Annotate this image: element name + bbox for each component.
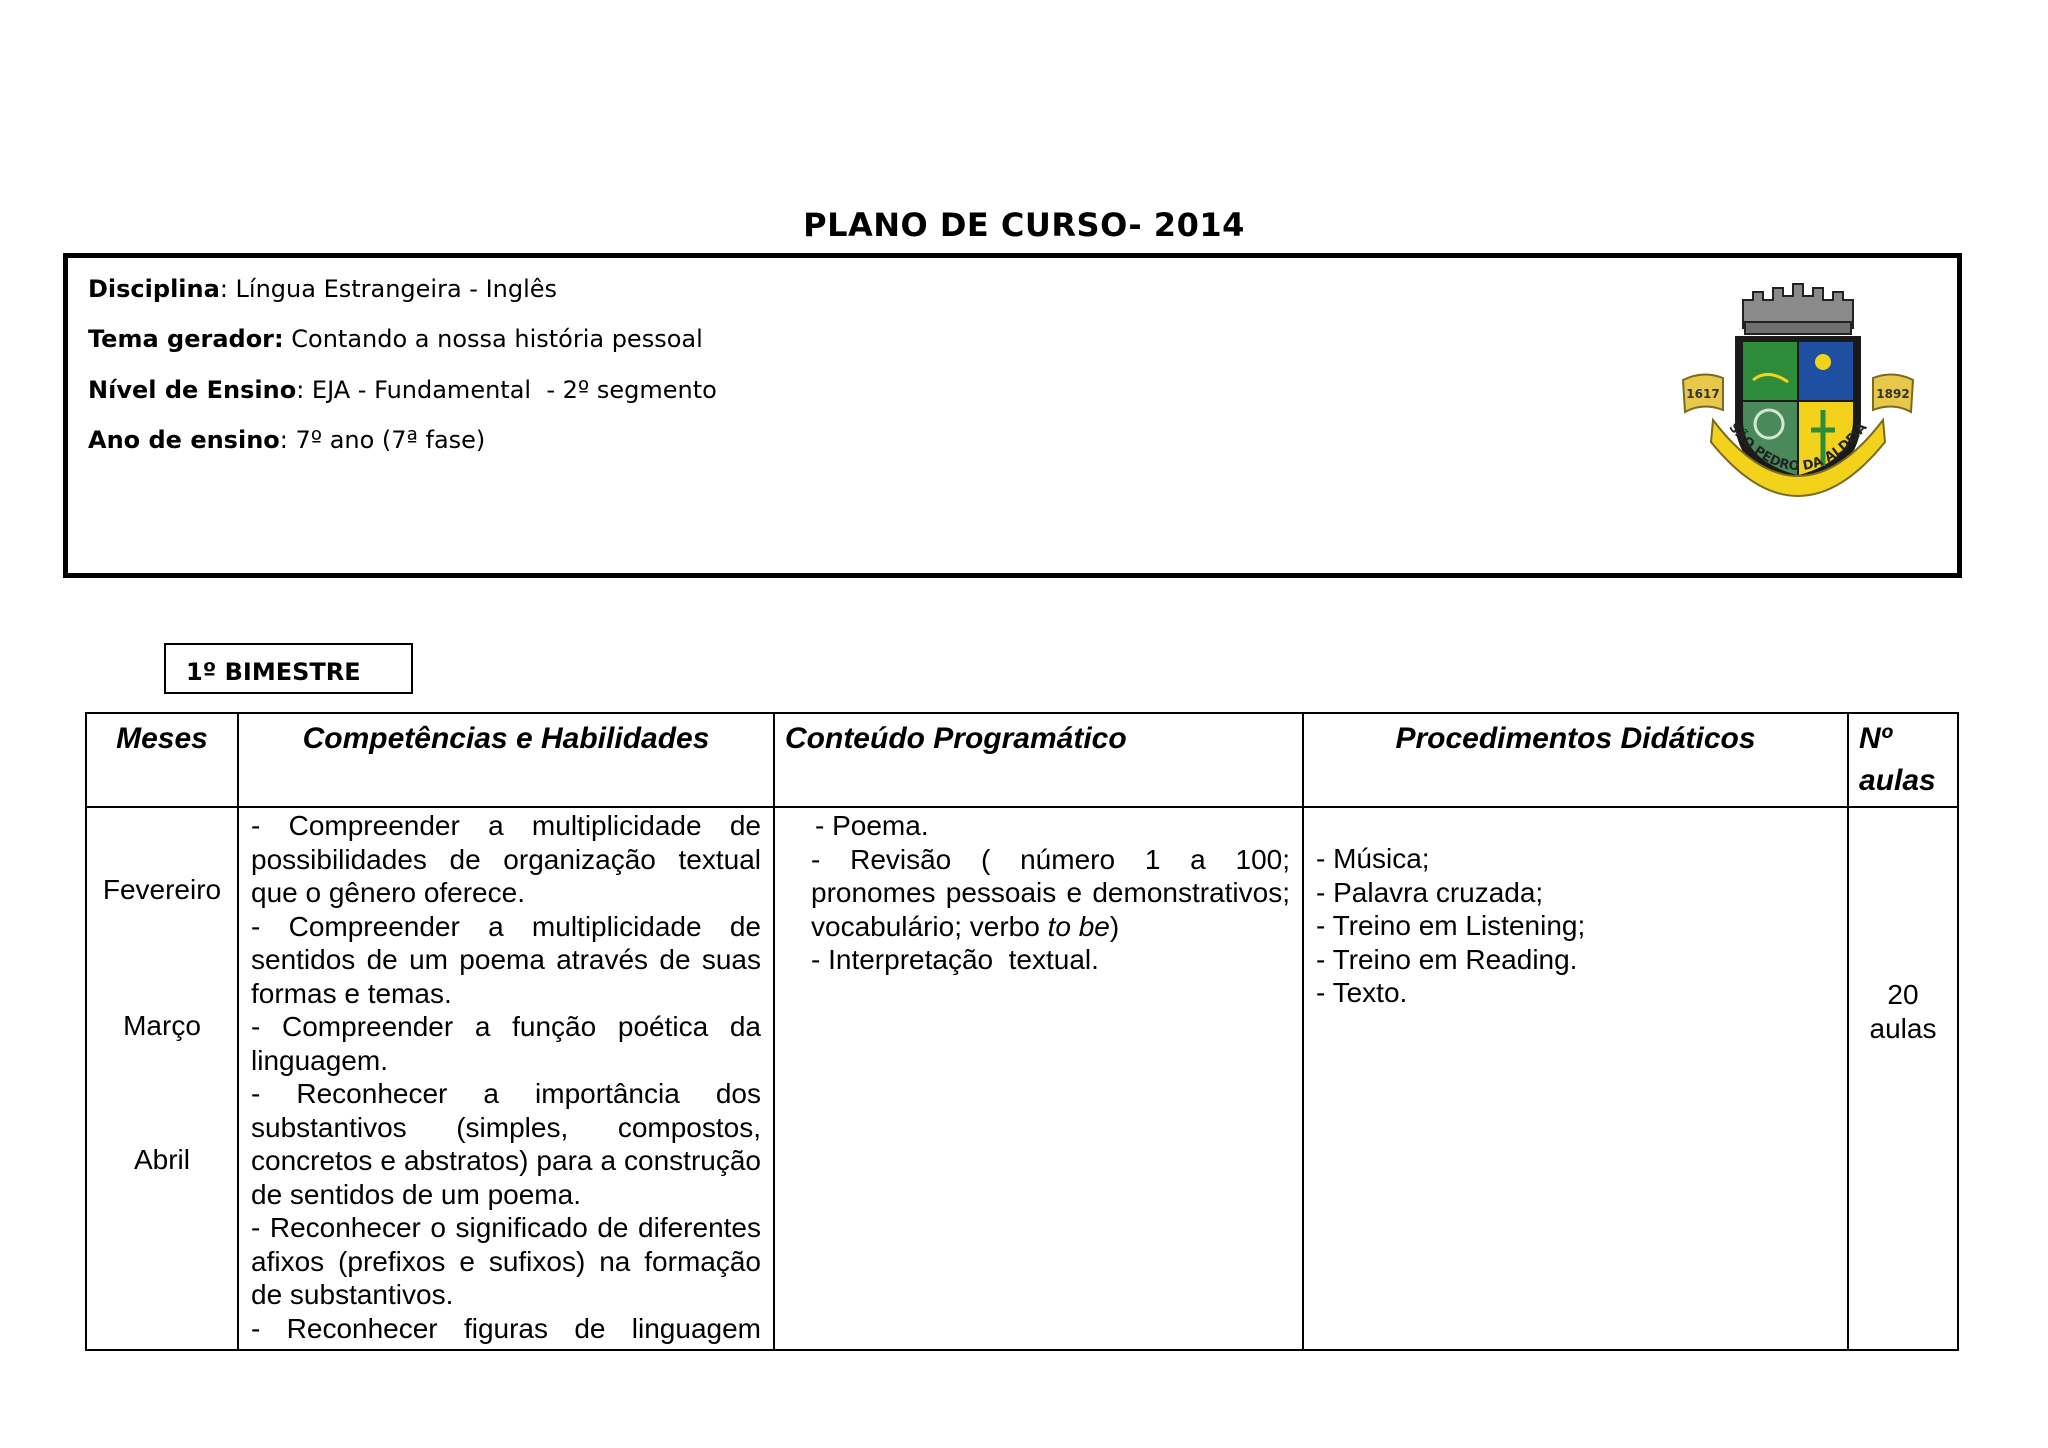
document-title: PLANO DE CURSO- 2014 — [803, 206, 1245, 244]
competencia-item: - Compreender a função poética da linguagem. — [251, 1011, 761, 1076]
course-info-box — [63, 253, 1962, 578]
aulas-cell — [1848, 807, 1958, 1350]
competencia-item: - Reconhecer figuras de linguagem — [251, 1312, 761, 1344]
competencias-cell — [238, 807, 774, 1350]
conteudo-item: - Interpretação textual. — [811, 944, 1099, 975]
month-marco: Março — [123, 1010, 201, 1041]
procedimento-item: - Treino em Listening; — [1316, 910, 1586, 941]
aulas-word: aulas — [1869, 1013, 1937, 1044]
header-procedimentos: Procedimentos Didáticos — [1303, 713, 1848, 807]
procedimento-item: - Música; — [1316, 843, 1430, 874]
info-disciplina: Disciplina: Língua Estrangeira - Inglês — [88, 275, 558, 303]
aulas-number: 20 — [1887, 979, 1919, 1010]
months-cell — [86, 807, 238, 1350]
municipal-crest-logo — [1673, 270, 1923, 520]
procedimentos-cell — [1303, 807, 1848, 1350]
header-meses: Meses — [86, 713, 238, 807]
info-label: Ano de ensino — [88, 426, 280, 454]
month-fevereiro: Fevereiro — [102, 874, 222, 905]
table-row — [86, 807, 1958, 1350]
competencia-item: - Reconhecer a importância dos substantivos (simples, compostos, concretos e abstratos) para a construção de sentidos de um poema. — [251, 1078, 761, 1210]
month-abril: Abril — [133, 1144, 190, 1175]
crest-ribbon-text: SÃO PEDRO DA ALDEIA — [1725, 420, 1871, 475]
header-aulas: Nº aulas — [1848, 713, 1958, 807]
info-value: Contando a nossa história pessoal — [291, 325, 703, 353]
conteudo-cell — [774, 807, 1303, 1350]
info-tema-gerador — [88, 325, 703, 353]
info-value: EJA - Fundamental - 2º segmento — [311, 376, 717, 404]
competencia-item: - Compreender a multiplicidade de sentidos de um poema através de suas formas e temas. — [251, 910, 761, 1009]
crest-year-right: 1892 — [1876, 387, 1910, 401]
procedimento-item: - Treino em Reading. — [1316, 943, 1578, 975]
procedimento-item: - Palavra cruzada; — [1316, 876, 1544, 908]
info-label: Tema gerador: — [88, 325, 284, 353]
info-label: Nível de Ensino — [88, 376, 297, 404]
info-label: Disciplina — [88, 275, 220, 303]
procedimento-item: - Texto. — [1316, 977, 1408, 1008]
info-value: 7º ano (7ª fase) — [295, 426, 486, 454]
verb-to-be: to be — [1047, 910, 1110, 942]
info-ano-ensino: Ano de ensino: 7º ano (7ª fase) — [88, 426, 486, 454]
header-competencias: Competências e Habilidades — [238, 713, 774, 807]
info-value: Língua Estrangeira - Inglês — [235, 275, 558, 303]
table-header-row — [86, 713, 1958, 807]
conteudo-item: - Revisão ( número 1 a 100; pronomes pessoais e demonstrativos; vocabulário; verbo to be) — [811, 843, 1290, 942]
bimestre-label: 1º BIMESTRE — [164, 643, 413, 694]
conteudo-item: - Poema. — [815, 810, 929, 841]
competencia-item: - Compreender a multiplicidade de possibilidades de organização textual que o gênero oferece. — [251, 810, 761, 908]
header-conteudo: Conteúdo Programático — [774, 713, 1303, 807]
info-nivel-ensino: Nível de Ensino: EJA - Fundamental - 2º segmento — [88, 376, 717, 404]
crest-year-left: 1617 — [1686, 387, 1720, 401]
course-plan-table — [85, 712, 1959, 1351]
competencia-item: - Reconhecer o significado de diferentes afixos (prefixos e sufixos) na formação de substantivos. — [251, 1212, 761, 1310]
